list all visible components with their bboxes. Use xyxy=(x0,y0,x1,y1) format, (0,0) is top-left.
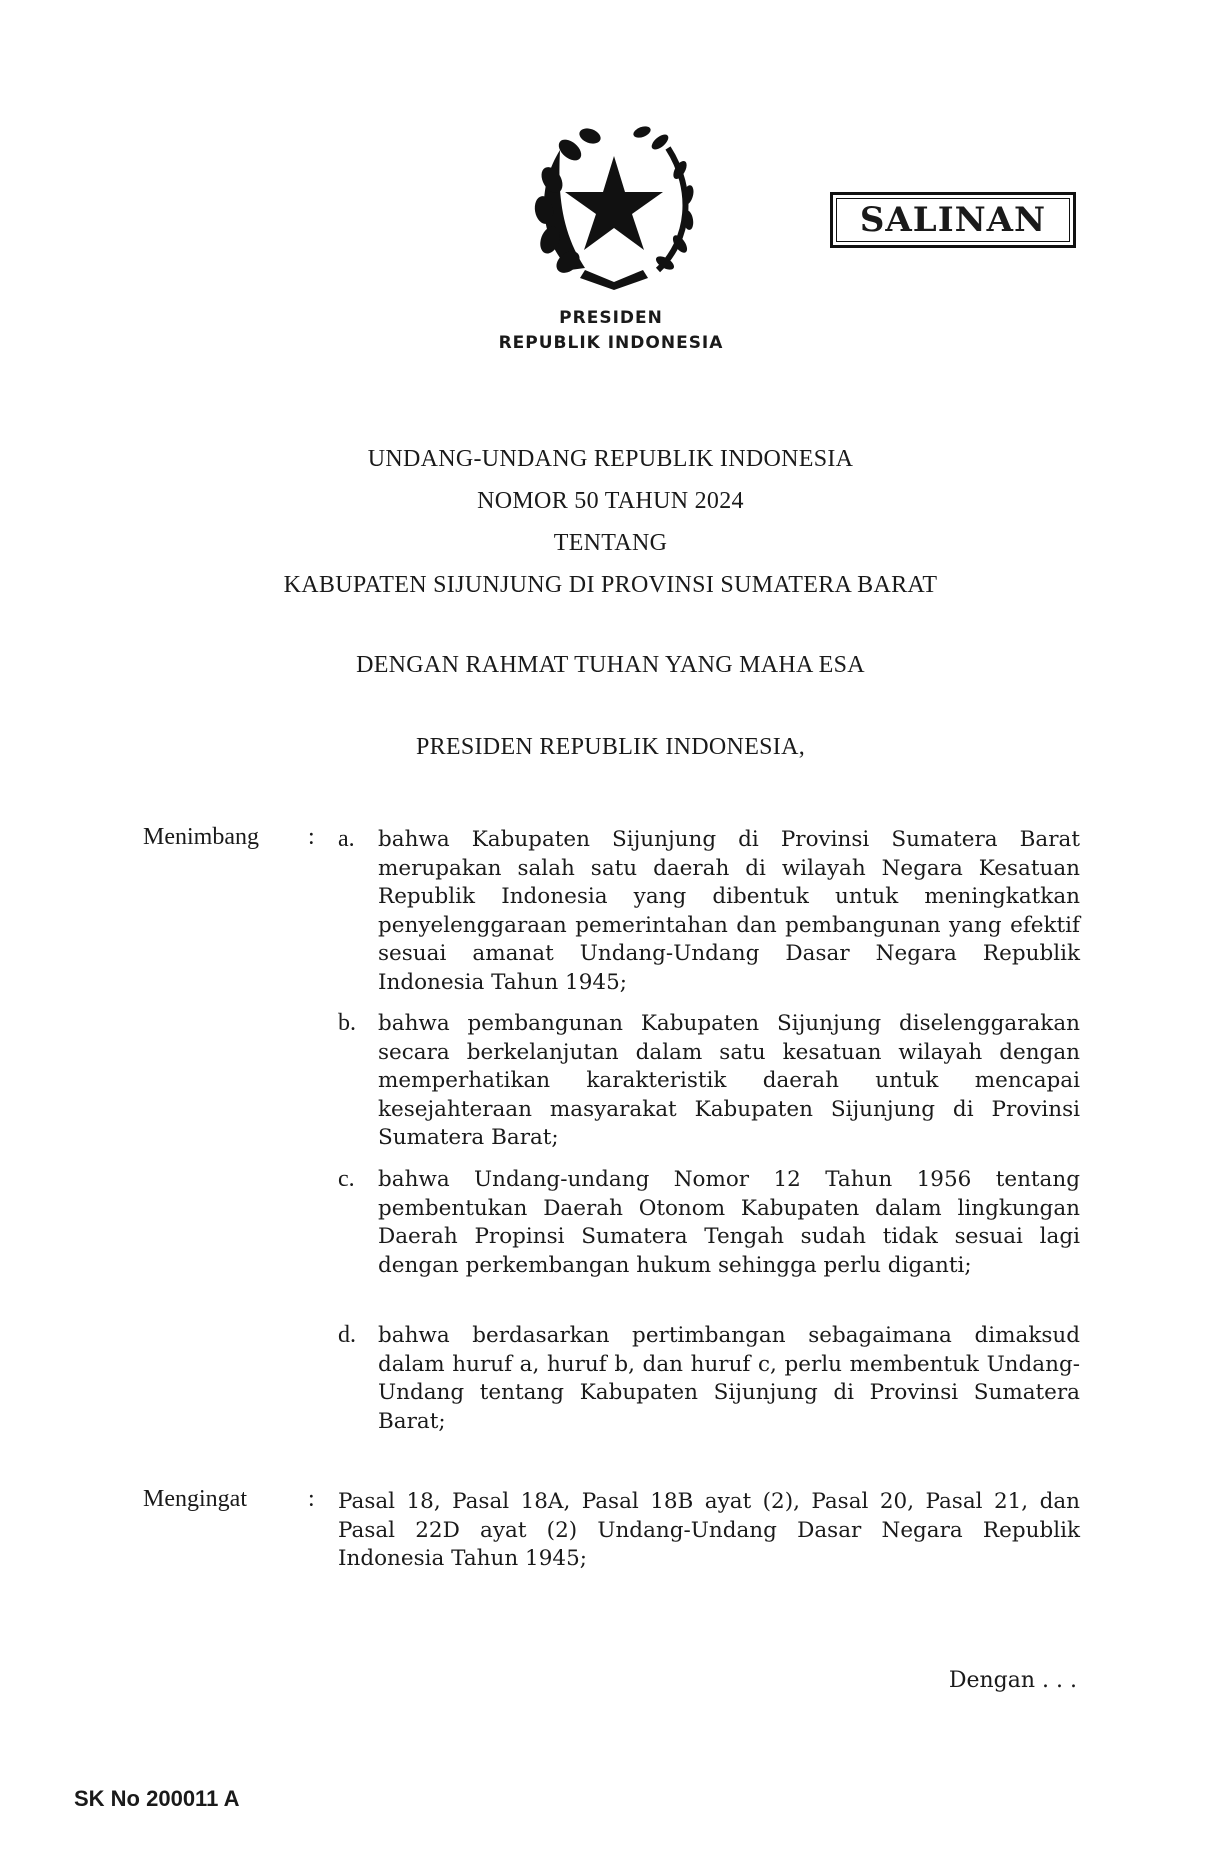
mengingat-label: Mengingat xyxy=(143,1486,247,1512)
menimbang-item-b-letter: b. xyxy=(338,1010,356,1036)
office-line-2: REPUBLIK INDONESIA xyxy=(498,333,724,353)
title-line-4: KABUPATEN SIJUNJUNG DI PROVINSI SUMATERA BARAT xyxy=(283,572,938,598)
invocation: DENGAN RAHMAT TUHAN YANG MAHA ESA xyxy=(356,652,865,678)
menimbang-item-c-letter: c. xyxy=(338,1166,355,1192)
salinan-stamp xyxy=(830,192,1076,248)
menimbang-item-a-text: bahwa Kabupaten Sijunjung di Provinsi Sumatera Barat merupakan salah satu daerah di wilayah Negara Kesatuan Republik Indonesia yang dibentuk untuk meningkatkan penyelenggaraan pemerintahan dan pembangunan yang efektif sesuai amanat Undang-Undang Dasar Negara Republik Indonesia Tahun 1945; xyxy=(378,827,1080,995)
mengingat-text: Pasal 18, Pasal 18A, Pasal 18B ayat (2), Pasal 20, Pasal 21, dan Pasal 22D ayat (2) Undang-Undang Dasar Negara Republik Indonesia Tahun 1945; xyxy=(338,1489,1080,1571)
office-line-1: PRESIDEN xyxy=(559,308,663,328)
president-line: PRESIDEN REPUBLIK INDONESIA, xyxy=(415,734,806,760)
garuda-star-wreath-emblem-icon xyxy=(530,120,698,290)
mengingat-colon: : xyxy=(308,1486,315,1512)
salinan-stamp-label: SALINAN xyxy=(859,200,1047,240)
menimbang-label: Menimbang xyxy=(143,824,259,850)
menimbang-item-d-text: bahwa berdasarkan pertimbangan sebagaimana dimaksud dalam huruf a, huruf b, dan huruf c, perlu membentuk Undang-Undang tentang Kabupaten Sijunjung di Provinsi Sumatera Barat; xyxy=(378,1323,1080,1434)
title-line-3: TENTANG xyxy=(553,530,668,556)
footer-code: SK No 200011 A xyxy=(74,1786,240,1811)
menimbang-item-b-text: bahwa pembangunan Kabupaten Sijunjung diselenggarakan secara berkelanjutan dalam satu kesatuan wilayah dengan memperhatikan karakteristik daerah untuk mencapai kesejahteraan masyarakat Kabupaten Sijunjung di Provinsi Sumatera Barat; xyxy=(378,1011,1080,1150)
menimbang-item-c-text: bahwa Undang-undang Nomor 12 Tahun 1956 tentang pembentukan Daerah Otonom Kabupaten dalam lingkungan Daerah Propinsi Sumatera Tengah sudah tidak sesuai lagi dengan perkembangan hukum sehingga perlu diganti; xyxy=(378,1167,1080,1278)
menimbang-item-a-letter: a. xyxy=(338,826,355,852)
menimbang-item-d-letter: d. xyxy=(338,1322,356,1348)
menimbang-colon: : xyxy=(308,824,315,850)
title-line-2: NOMOR 50 TAHUN 2024 xyxy=(477,488,744,514)
continuation-text: Dengan . . . xyxy=(948,1668,1077,1693)
title-line-1: UNDANG-UNDANG REPUBLIK INDONESIA xyxy=(367,446,854,472)
